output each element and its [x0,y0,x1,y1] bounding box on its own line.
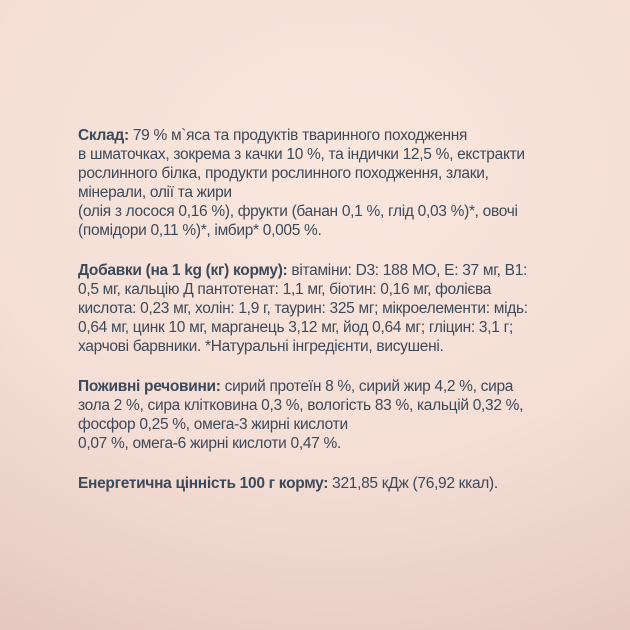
additives-heading-rest: вітаміни: D3: 188 МО, Е: 37 мг, В1: [287,262,528,279]
energy-heading-line [78,474,558,493]
nutrients-heading: Поживні речовини: [78,378,221,395]
section-nutrients [78,377,558,453]
nutrients-line: 0,07 %, омега-6 жирні кислоти 0,47 %. [78,435,341,452]
section-energy [78,474,558,493]
composition-line: в шматочках, зокрема з качки 10 %, та індички 12,5 %, екстракти [78,146,525,163]
composition-line: рослинного білка, продукти рослинного походження, злаки, [78,165,489,182]
nutrients-heading-line [78,377,558,396]
nutrition-label [78,126,558,493]
section-composition [78,126,558,240]
additives-line: 0,5 мг, кальцію Д пантотенат: 1,1 мг, біотин: 0,16 мг, фолієва [78,281,492,298]
nutrients-heading-rest: сирий протеїн 8 %, сирий жир 4,2 %, сира [220,378,514,395]
section-additives [78,261,558,356]
energy-heading-rest: 321,85 кДж (76,92 ккал). [328,475,498,492]
composition-heading: Склад: [78,127,129,144]
composition-line: (олія з лосося 0,16 %), фрукти (банан 0,1 %, глід 0,03 %)*, овочі [78,203,518,220]
additives-heading: Добавки (на 1 kg (кг) корму): [78,262,288,279]
composition-heading-rest: 79 % м`яса та продуктів тваринного походження [128,127,468,144]
additives-line: кислота: 0,23 мг, холін: 1,9 г, таурин: 325 мг; мікроелементи: мідь: [78,300,528,317]
nutrients-line: фосфор 0,25 %, омега-3 жирні кислоти [78,416,348,433]
additives-line: 0,64 мг, цинк 10 мг, марганець 3,12 мг, йод 0,64 мг; гліцин: 3,1 г; [78,319,513,336]
composition-line: (помідори 0,11 %)*, імбир* 0,005 %. [78,222,322,239]
additives-heading-line [78,261,558,280]
composition-line: мінерали, олії та жири [78,184,232,201]
energy-heading: Енергетична цінність 100 г корму: [78,475,329,492]
additives-line: харчові барвники. *Натуральні інгредієнти, висушені. [78,338,444,355]
nutrients-line: зола 2 %, сира клітковина 0,3 %, вологість 83 %, кальцій 0,32 %, [78,397,524,414]
composition-heading-line [78,126,558,145]
